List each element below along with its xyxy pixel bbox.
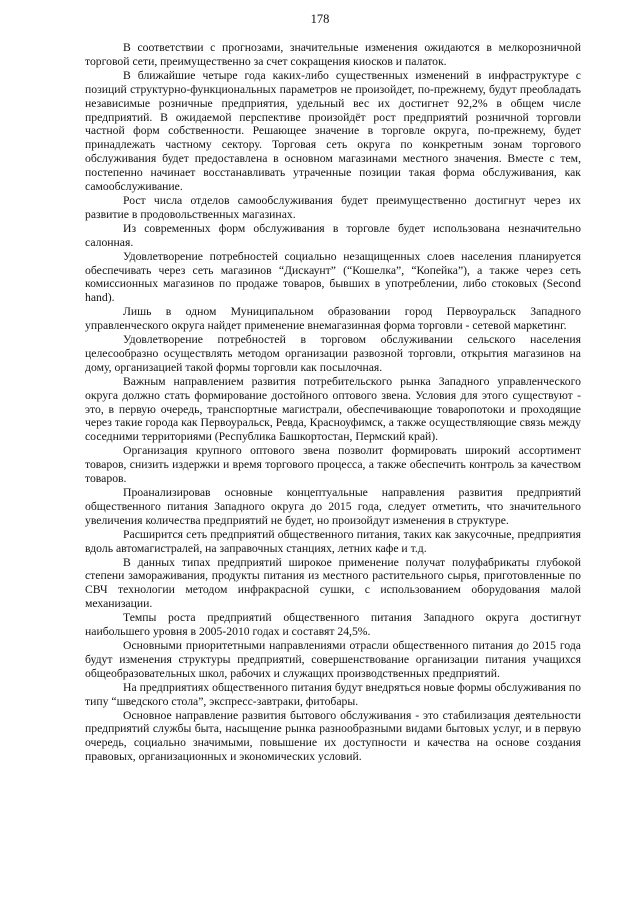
paragraph: Лишь в одном Муниципальном образовании город Первоуральск Западного управленческого округа найдет применение внемагазинная форма торговли - сетевой маркетинг.: [85, 305, 581, 333]
paragraph: Из современных форм обслуживания в торговле будет использована незначительно салонная.: [85, 221, 581, 249]
paragraph: Основными приоритетными направлениями отрасли общественного питания до 2015 года будут изменения структуры предприятий, совершенствование организации питания учащихся общеобразовательных школ, рабочих и служащих производственных предприятий.: [85, 638, 581, 680]
paragraph: На предприятиях общественного питания будут внедряться новые формы обслуживания по типу “шведского стола”, экспресс-завтраки, фитобары.: [85, 680, 581, 708]
paragraph: Расширится сеть предприятий общественного питания, таких как закусочные, предприятия вдоль автомагистралей, на заправочных станциях, летних кафе и т.д.: [85, 527, 581, 555]
paragraph: В данных типах предприятий широкое применение получат полуфабрикаты глубокой степени замораживания, продукты питания из местного растительного сырья, приготовленные по СВЧ технологии методом инфракрасной сушки, с использованием оборудования малой механизации.: [85, 555, 581, 611]
paragraph: Рост числа отделов самообслуживания будет преимущественно достигнут через их развитие в продовольственных магазинах.: [85, 193, 581, 221]
paragraph: Организация крупного оптового звена позволит формировать широкий ассортимент товаров, снизить издержки и время торгового процесса, а также обеспечить контроль за качеством товаров.: [85, 444, 581, 486]
paragraph: Важным направлением развития потребительского рынка Западного управленческого округа должно стать формирование достойного оптового звена. Условия для этого существуют - это, в первую очередь, транспортные магистрали, обеспечивающие товаропотоки и проходящие через такие города как Первоуральск, Ревда, Красноуфимск, а также осуществляющие связь между соседними территориями (Республика Башкортостан, Пермский край).: [85, 374, 581, 444]
page-number: 178: [310, 12, 330, 26]
paragraph: Темпы роста предприятий общественного питания Западного округа достигнут наибольшего уровня в 2005-2010 годах и составят 24,5%.: [85, 611, 581, 639]
paragraph: Проанализировав основные концептуальные направления развития предприятий общественного питания Западного округа до 2015 года, следует отметить, что значительного увеличения количества предприятий не будет, но произойдут изменения в структуре.: [85, 486, 581, 527]
paragraph: Удовлетворение потребностей в торговом обслуживании сельского населения целесообразно осуществлять методом организации развозной торговли, открытия магазинов на дому, организацией такой формы торговли как посылочная.: [85, 333, 581, 374]
paragraph: Удовлетворение потребностей социально незащищенных слоев населения планируется обеспечивать через сеть магазинов “Дискаунт” (“Кошелка”, “Копейка”), а также через сеть комиссионных магазинов по продаже товаров, бывших в употреблении, либо стоковых (Second hand).: [85, 249, 581, 305]
body-text: [85, 41, 581, 764]
paragraph: В ближайшие четыре года каких-либо существенных изменений в инфраструктуре с позиций структурно-функциональных параметров не произойдет, по-прежнему, будут преобладать независимые розничные предприятия, удельный вес их достигнет 92,2% в общем числе предприятий. В ожидаемой перспективе произойдёт рост предприятий розничной торговли частной форм собственности. Решающее значение в торговле округа, по-прежнему, будет принадлежать частному сектору. Торговая сеть округа по конкретным зонам торгового обслуживания будет предоставлена в основном магазинами местного значения. Вместе с тем, постепенно начинает восстанавливать утраченные позиции такая форма обслуживания, как самообслуживание.: [85, 68, 581, 194]
paragraph: Основное направление развития бытового обслуживания - это стабилизация деятельности предприятий службы быта, насыщение рынка разнообразными видами бытовых услуг, и в первую очередь, социально значимыми, повышение их доступности и качества на основе создания правовых, организационных и экономических условий.: [85, 708, 581, 764]
paragraph: В соответствии с прогнозами, значительные изменения ожидаются в мелкорозничной торговой сети, преимущественно за счет сокращения киосков и палаток.: [85, 41, 581, 68]
